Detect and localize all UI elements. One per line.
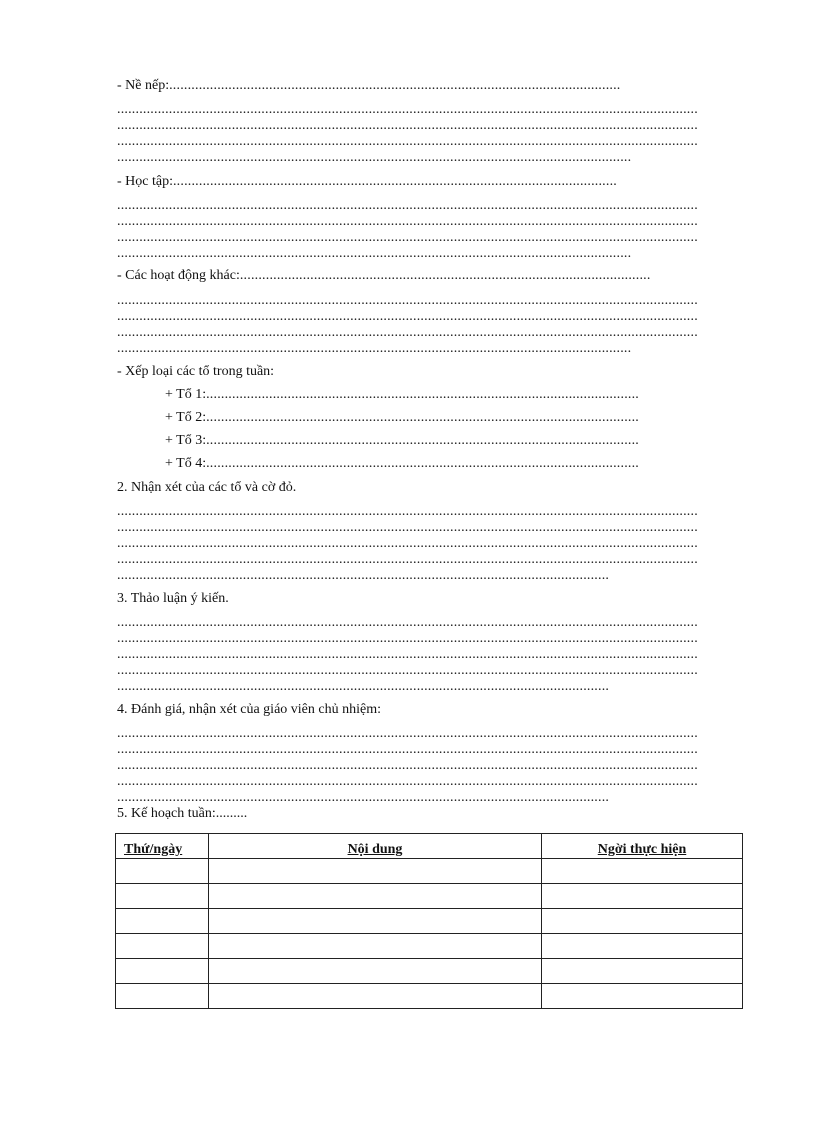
- table-cell[interactable]: [209, 934, 542, 959]
- hoat-dong-dots: ...............................................................................................................: [239, 268, 651, 283]
- hoc-tap-fill-3: .............................................................................................................................................................: [117, 230, 698, 245]
- hoc-tap-label: - Học tập:: [117, 174, 173, 189]
- table-cell[interactable]: [116, 934, 209, 959]
- table-cell[interactable]: [209, 984, 542, 1009]
- hoc-tap-line: [117, 174, 617, 190]
- section-2-fill-5: .....................................................................................................................................: [117, 568, 610, 583]
- table-row: [116, 884, 743, 909]
- to-2-dots: .....................................................................................................................: [206, 410, 639, 425]
- ne-nep-fill-2: .............................................................................................................................................................: [117, 118, 698, 133]
- table-row: [116, 984, 743, 1009]
- section-4-fill-3: .............................................................................................................................................................: [117, 758, 698, 773]
- table-cell[interactable]: [116, 859, 209, 884]
- table-cell[interactable]: [542, 984, 743, 1009]
- xep-loai-title: - Xếp loại các tổ trong tuần:: [117, 364, 275, 379]
- to-2-line: [165, 410, 639, 426]
- to-4-line: [165, 456, 639, 472]
- hoat-dong-fill-2: .............................................................................................................................................................: [117, 309, 698, 324]
- to-1-dots: .....................................................................................................................: [206, 387, 639, 402]
- ne-nep-fill-3: .............................................................................................................................................................: [117, 134, 698, 149]
- section-4-fill-1: .............................................................................................................................................................: [117, 726, 698, 741]
- section-3-title: 3. Thảo luận ý kiến.: [117, 591, 229, 606]
- section-3-fill-2: .............................................................................................................................................................: [117, 631, 698, 646]
- section-2-fill-4: .............................................................................................................................................................: [117, 552, 698, 567]
- to-3-label: + Tổ 3:: [165, 433, 207, 448]
- ne-nep-label: - Nề nếp:: [117, 78, 170, 93]
- table-header-row: [116, 834, 743, 859]
- to-3-dots: .....................................................................................................................: [206, 433, 639, 448]
- weekly-plan-table: [115, 833, 743, 1009]
- table-cell[interactable]: [116, 984, 209, 1009]
- table-cell[interactable]: [542, 909, 743, 934]
- ne-nep-fill-4: ...........................................................................................................................................: [117, 150, 632, 165]
- hoat-dong-label: - Các hoạt động khác:: [117, 268, 240, 283]
- header-nguoi-thuc-hien: Ngời thực hiện: [542, 834, 743, 859]
- table-cell[interactable]: [209, 884, 542, 909]
- ne-nep-line: [117, 78, 621, 94]
- table-cell[interactable]: [209, 859, 542, 884]
- table-row: [116, 859, 743, 884]
- header-thu-ngay: Thứ/ngày: [116, 834, 209, 859]
- to-4-label: + Tổ 4:: [165, 456, 207, 471]
- section-5-title: 5. Kế hoạch tuần:.........: [117, 806, 248, 821]
- table-cell[interactable]: [209, 909, 542, 934]
- table-cell[interactable]: [542, 859, 743, 884]
- hoat-dong-fill-1: .............................................................................................................................................................: [117, 293, 698, 308]
- ne-nep-dots: ..........................................................................................................................: [169, 78, 621, 93]
- table-cell[interactable]: [209, 959, 542, 984]
- section-4-fill-4: .............................................................................................................................................................: [117, 774, 698, 789]
- hoat-dong-line: [117, 268, 651, 284]
- section-2-title: 2. Nhận xét của các tổ và cờ đỏ.: [117, 480, 297, 495]
- section-4-fill-5: .....................................................................................................................................: [117, 790, 610, 805]
- hoat-dong-fill-3: .............................................................................................................................................................: [117, 325, 698, 340]
- section-4-title: 4. Đánh giá, nhận xét của giáo viên chủ nhiệm:: [117, 702, 381, 717]
- hoat-dong-fill-4: ...........................................................................................................................................: [117, 341, 632, 356]
- section-3-fill-5: .....................................................................................................................................: [117, 679, 610, 694]
- table-cell[interactable]: [116, 959, 209, 984]
- header-noi-dung: Nội dung: [209, 834, 542, 859]
- section-2-fill-1: .............................................................................................................................................................: [117, 504, 698, 519]
- section-4-fill-2: .............................................................................................................................................................: [117, 742, 698, 757]
- to-4-dots: .....................................................................................................................: [206, 456, 639, 471]
- table-row: [116, 959, 743, 984]
- to-3-line: [165, 433, 639, 449]
- section-3-fill-1: .............................................................................................................................................................: [117, 615, 698, 630]
- section-2-fill-2: .............................................................................................................................................................: [117, 520, 698, 535]
- table-cell[interactable]: [542, 959, 743, 984]
- hoc-tap-fill-4: ...........................................................................................................................................: [117, 246, 632, 261]
- hoc-tap-fill-2: .............................................................................................................................................................: [117, 214, 698, 229]
- section-3-fill-3: .............................................................................................................................................................: [117, 647, 698, 662]
- section-3-fill-4: .............................................................................................................................................................: [117, 663, 698, 678]
- table-row: [116, 934, 743, 959]
- ne-nep-fill-1: .............................................................................................................................................................: [117, 102, 698, 117]
- hoc-tap-fill-1: .............................................................................................................................................................: [117, 198, 698, 213]
- table-cell[interactable]: [116, 909, 209, 934]
- to-2-label: + Tổ 2:: [165, 410, 207, 425]
- table-row: [116, 909, 743, 934]
- table-cell[interactable]: [542, 884, 743, 909]
- to-1-line: [165, 387, 639, 403]
- table-cell[interactable]: [542, 934, 743, 959]
- section-2-fill-3: .............................................................................................................................................................: [117, 536, 698, 551]
- to-1-label: + Tổ 1:: [165, 387, 207, 402]
- table-cell[interactable]: [116, 884, 209, 909]
- hoc-tap-dots: ........................................................................................................................: [172, 174, 617, 189]
